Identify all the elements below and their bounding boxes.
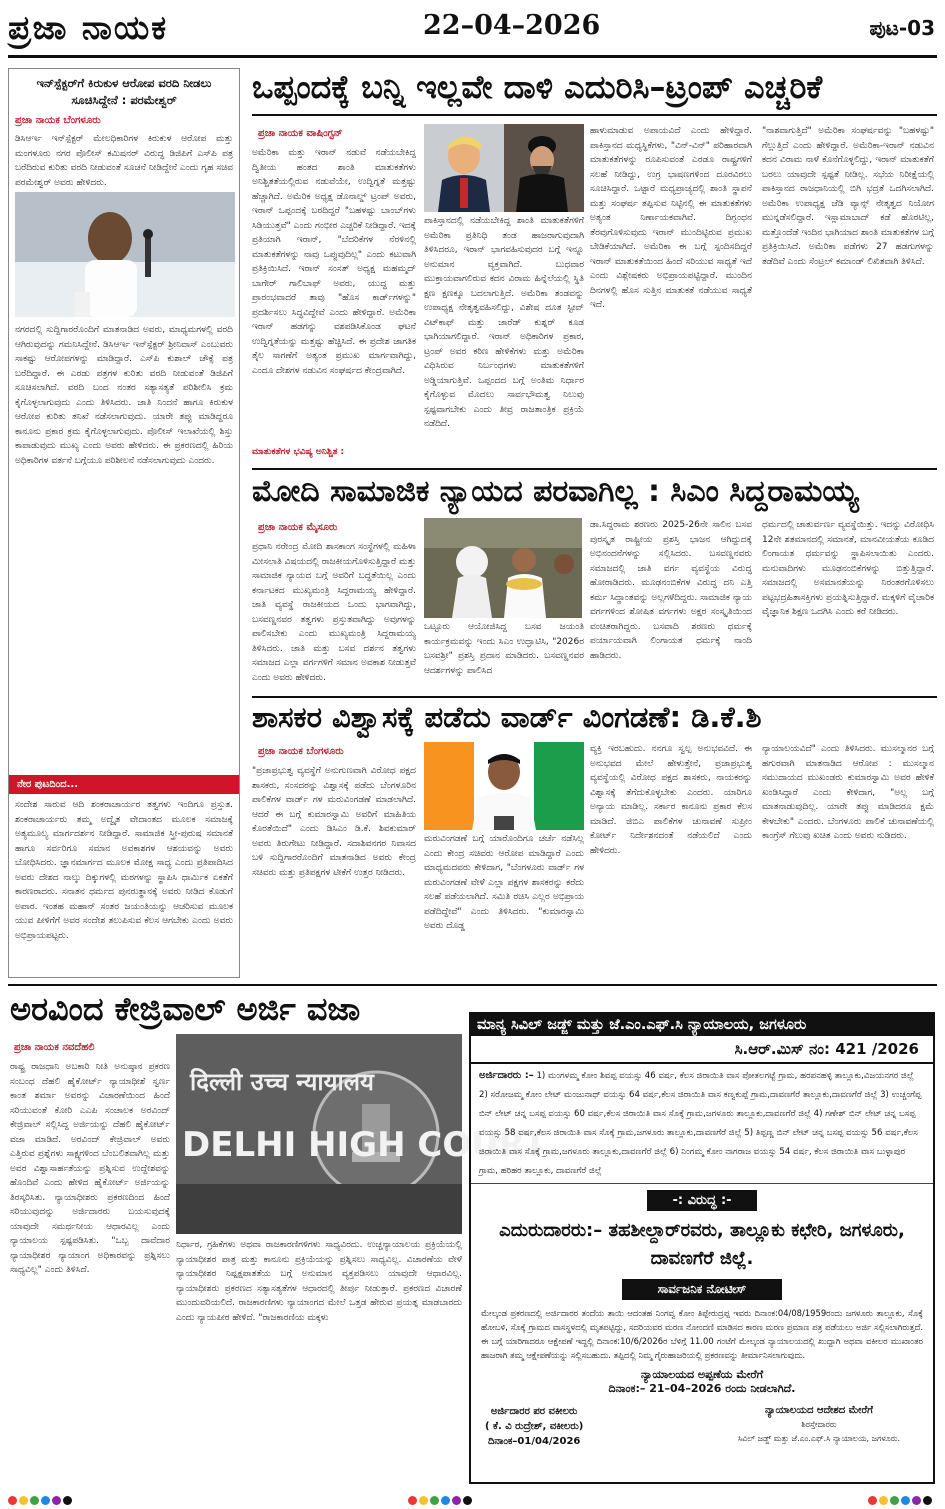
color-dot (901, 1496, 910, 1505)
dks-col4: ನ್ಯಾಯಾಲಯವಿದೆ" ಎಂದು ತಿಳಿಸಿದರು. ಮುಸಲ್ಮಾನರ ಬಗ್ಗೆ ಹಗುರವಾಗಿ ಮಾತನಾಡಿದ ಆರೋಪ : ಮುಸಲ್ಮಾನ ಸಮುದಾಯದ ಮುಖಂಡರು ಕುಮಾರಸ್ವಾಮಿ ಅವರ ಹೇಳಿಕೆ ಖಂಡಿಸಿದ್ದಾರೆ ಎಂದು ಕೇಳಿದಾಗ, "ಅಲ್ಲ ಬಗ್ಗೆ ಮಾತನಾಡುವುದಿಲ್ಲ. ಯಾರೇ ತಪ್ಪು ಮಾಡಿದರೂ ಕ್ಷಮೆ ಕೇಳಬೇಕು" ಎಂದರು. ಬೆಂಗಳೂರು ಪಾಲಿಕೆ ಚುನಾವಣೆಯಲ್ಲಿ ಕಾಂಗ್ರೆಸ್ ಗೆಲುವು ಖಚಿತ ಎಂದು ಅವರು ನುಡಿದರು. (762, 744, 934, 841)
dks-photo (424, 742, 584, 830)
by-order: ನ್ಯಾಯಾಲಯದ ಅಪ್ಪಣೆಯ ಮೇರೆಗೆ (640, 1368, 764, 1381)
color-dot (63, 1496, 72, 1505)
newspaper-name: ಪ್ರಜಾ ನಾಯಕ (8, 8, 169, 47)
trump-col2: ಪಾಕಿಸ್ತಾನದಲ್ಲಿ ನಡೆಯಬೇಕಿದ್ದ ಶಾಂತಿ ಮಾತುಕತೆಗಳಿಗೆ ಅಮೆರಿಕಾ ಪ್ರತಿನಿಧಿ ತಂಡ ಹಾಜರಾಗುವುದಾಗಿ ತಿಳಿಸಿದರೂ, ಇರಾನ್ ಭಾಗವಹಿಸುವುದರ ಬಗ್ಗೆ ಇನ್ನೂ ಅನುಮಾನ ವ್ಯಕ್ತವಾಗಿದೆ. ಬುಧವಾರ ಮುಕ್ತಾಯವಾಗಲಿರುವ ಕದನ ವಿರಾಮ ಹಿನ್ನೆಲೆಯಲ್ಲಿ ಸ್ಥಿತಿ ಕ್ಷಣ ಕ್ಷಣಕ್ಕೂ ಬದಲಾಗುತ್ತಿದೆ. ಅಮೆರಿಕಾ ತಂಡವನ್ನು ಉಪಾಧ್ಯಕ್ಷ ನೇತೃತ್ವವಹಿಸಲಿದ್ದು, ವಿಶೇಷ ದೂತ ಸ್ಟೀವ್ ವಿಟ್‌ಕಾಫ್ ಮತ್ತು ಜಾರೆಡ್ ಕುಶ್ನರ್ ಕೂಡ ಭಾಗಿಯಾಗಲಿದ್ದಾರೆ. ಇರಾನ್ ಅಧಿಕಾರಿಗಳ ಪ್ರಕಾರ, ಟ್ರಂಪ್ ಅವರ ಕಠಿಣ ಹೇಳಿಕೆಗಳು ಮತ್ತು ಅಮೆರಿಕಾ ವಿಧಿಸಿರುವ ನಿರ್ಬಂಧಗಳು ಮಾತುಕತೆಗಳಿಗೆ ಅಡ್ಡಿಯಾಗುತ್ತಿವೆ. ಒಪ್ಪಂದದ ಬಗ್ಗೆ ಅಂತಿಮ ನಿರ್ಧಾರ ಕೈಗೊಳ್ಳುವ ಮೊದಲು ಸಾರ್ವಭೌಮತ್ವ ನಿಲುವು ಸ್ಪಷ್ಟವಾಗಬೇಕು ಎಂದು ತೀವ್ರ ರಾಜತಾಂತ್ರಿಕ ಪ್ರಕ್ರಿಯೆ ನಡೆದಿದೆ. (424, 216, 584, 429)
color-dot (912, 1496, 921, 1505)
order-label: ನ್ಯಾಯಾಲಯದ ಆದೇಶದ ಮೇರೆಗೆ (765, 1405, 873, 1416)
sidebar-byline: ಪ್ರಜಾ ನಾಯಕ ಬೆಂಗಳೂರು (15, 115, 101, 126)
trump-illustration (424, 124, 584, 212)
color-dot (890, 1496, 899, 1505)
color-dot (52, 1496, 61, 1505)
modi-col3: ಧರ್ಮದಲ್ಲಿ ಚಾತುರ್ವರ್ಣ ವ್ಯವಸ್ಥೆಯಿತ್ತು. ಇದನ್ನು ವಿರೋಧಿಸಿ 12ನೇ ಶತಮಾನದಲ್ಲಿ ಸಮಾನತೆ, ಮಾನವೀಯತೆಯ ಕೂಡಿದ ಲಿಂಗಾಯತ ಧರ್ಮವನ್ನು ಸ್ಥಾಪಿಸಲಾಯಿತು ಎಂದರು. ಮನುವಾದಿಗಳು ಮೂಢನಂಬಿಕೆಗಳನ್ನು ಬಿತ್ತುತ್ತಿದ್ದಾರೆ. ಸಮಾಜದಲ್ಲಿ ಅಸಮಾನತೆಯನ್ನು ನಿರಂತರಗೊಳಿಸಲು ಪಟ್ಟಭದ್ರಹಿತಾಸಕ್ತಿಗಳು ಪ್ರಯತ್ನಿಸುತ್ತಿದ್ದಾರೆ. ಮಕ್ಕಳಿಗೆ ವೈಚಾರಿಕ ವೈಜ್ಞಾನಿಕ ಶಿಕ್ಷಣ ಒದಗಿಸಿ ಎಂದು ಕರೆ ನೀಡಿದರು. (762, 520, 934, 617)
sidebar-story (8, 68, 240, 978)
sidebar-headline: ಇನ್‌ಸ್ಪೆಕ್ಟರ್‌ಗೆ ಕಿರುಕುಳ ಆರೋಪ ವರದಿ ನೀಡಲು ಸೂಚಿಸಿದ್ದೇನೆ : ಪರಮೇಶ್ವರ್ (36, 76, 212, 107)
advocate-label: ಅರ್ಜಿದಾರರ ಪರ ವಕೀಲರು (490, 1406, 578, 1417)
notice-date: ದಿನಾಂಕ:– 21–04–2026 ರಂದು ನೀಡಲಾಗಿದೆ. (608, 1382, 796, 1395)
versus-label: -: ವಿರುದ್ಧ :- (647, 1190, 757, 1211)
respondent: ಎದುರುದಾರರು:– ತಹಶೀಲ್ದಾರ್‌ರವರು, ತಾಲ್ಲೂಕು ಕಛೇರಿ, ಜಗಳೂರು, ದಾವಣಗೆರೆ ಜಿಲ್ಲೆ. (499, 1220, 905, 1269)
dks-illustration (424, 742, 584, 830)
advocate-date: ದಿನಾಂಕ–01/04/2026 (487, 1436, 581, 1447)
continued-tab: ನೇರ ಪುಟದಿಂದ... (9, 775, 239, 794)
notice-text: ಮೇಲ್ಕಂಡ ಪ್ರಕರಣದಲ್ಲಿ ಅರ್ಜಿದಾರರ ತಂದೆಯ ತಾಯಿ ಆದಂತಹ ನಿಂಗವ್ವ ಕೋಂ ತಿಪ್ಪೇರುದ್ರಪ್ಪ ಇವರು ದಿನಾಂಕ:04/08/1959ರಂದು ಜಗಳೂರು ತಾಲ್ಲೂಕು, ಸೊಕ್ಕೆ ಹೋಬಳಿ, ಸೊಕ್ಕೆ ಗ್ರಾಮದ ವಾಸಸ್ಥಳದಲ್ಲಿ ಮೃತಪಟ್ಟಿದ್ದು, ಸದರಿಯವರ ಮರಣ ನೋಂದಣಿ ಮಾಡಿಸದ ಕಾರಣ ಮರಣ ಪ್ರಮಾಣ ಪತ್ರ ಪಡೆಯಲು ಅರ್ಜಿ ಸಲ್ಲಿಸಲಾಗಿರುತ್ತದೆ. ಈ ಬಗ್ಗೆ ಯಾರಿಗಾದರೂ ಆಕ್ಷೇಪಣೆ ಇದ್ದಲ್ಲಿ ದಿನಾಂಕ:10/6/2026ರ ಬೆಳಿಗ್ಗೆ 11.00 ಗಂಟೆಗೆ ಮೇಲ್ಕಂಡ ನ್ಯಾಯಾಲಯದಲ್ಲಿ ಖುದ್ದಾಗಿ ಅಥವಾ ವಕೀಲರ ಮುಖಾಂತರ ಹಾಜರಾಗಿ ತಮ್ಮ ಆಕ್ಷೇಪಣೆಯನ್ನು ಸಲ್ಲಿಸಬಹುದು. ತಪ್ಪಿದಲ್ಲಿ ನಿಮ್ಮ ಗೈರುಹಾಜರಿಯಲ್ಲಿ ಪ್ರಕರಣವನ್ನು ತೀರ್ಮಾನಿಸಲಾಗುವುದು. (481, 1308, 923, 1360)
color-dot (441, 1496, 450, 1505)
trump-col4: "ನಾಶವಾಗುತ್ತಿದೆ" ಅಮೆರಿಕಾ ಸಂಘರ್ಷವನ್ನು "ಬಹಳಷ್ಟು" ಗೆಲ್ಲುತ್ತಿದೆ ಎಂದು ಹೇಳಿದ್ದಾರೆ. ಅಮೆರಿಕಾ-ಇರಾನ್ ನಡುವಿನ ಕದನ ವಿರಾಮ ನಾಳೆ ಕೊನೆಗೊಳ್ಳಲಿದ್ದು, ಇರಾನ್ ಮಾತುಕತೆಗೆ ಬರಲು ಯಾವುದೇ ಸ್ಪಷ್ಟತೆ ನೀಡಿಲ್ಲ. ಸಭೆಯ ನಿರೀಕ್ಷೆಯಲ್ಲಿ ಪಾಕಿಸ್ತಾನದ ರಾಜಧಾನಿಯಲ್ಲಿ ಬಿಗಿ ಭದ್ರತೆ ಒದಗಿಸಲಾಗಿದೆ. ಅಮೆರಿಕಾ ಉಪಾಧ್ಯಕ್ಷ ಜೆಡಿ ವ್ಯಾನ್ಸ್ ನೇತೃತ್ವದ ನಿಯೋಗ ಮುನ್ನಡೆಸಲಿದ್ದಾರೆ. ಇಸ್ಲಾಮಾಬಾದ್ ಕಡೆ ಹೊರಟಿಲ್ಲ, ಮತ್ತೊಂದೆಡೆ ಇಂದಿನ ಭಾಗಿಯಾದ ಶಾಂತಿ ಮಾತುಕತೆಗಳ ಬಗ್ಗೆ ಪ್ರತಿಕ್ರಿಯಿಸಿದೆ. ಅಮೆರಿಕಾ ಪಡೆಗಳು 27 ಹಡಗುಗಳನ್ನು ತಡೆದಿವೆ ಎಂದು ಸೆಂಟ್ರಲ್ ಕಮಾಂಡ್ ಲಿಖಿತವಾಗಿ ತಿಳಿಸಿದೆ. (762, 126, 934, 267)
dks-byline: ಪ್ರಜಾ ನಾಯಕ ಬೆಂಗಳೂರು (258, 746, 344, 757)
footer-color-dots (8, 1490, 937, 1500)
trump-byline: ಪ್ರಜಾ ನಾಯಕ ವಾಷಿಂಗ್ಟನ್ (258, 128, 343, 139)
kejriwal-byline: ಪ್ರಜಾ ನಾಯಕ ನವದೆಹಲಿ (14, 1042, 95, 1053)
color-dot (923, 1496, 932, 1505)
color-dot (452, 1496, 461, 1505)
advocate-name: ( ಕೆ. ವಿ ರುದ್ರೇಶ್, ವಕೀಲರು) (485, 1421, 584, 1432)
trump-col1: ಅಮೆರಿಕಾ ಮತ್ತು ಇರಾನ್ ನಡುವೆ ನಡೆಯಬೇಕಿದ್ದ ದ್ವಿತೀಯ ಹಂತದ ಶಾಂತಿ ಮಾತುಕತೆಗಳು ಅನಿಶ್ಚಿತತೆಯಲ್ಲಿರುವ ನಡುವೆಯೇ, ಉದ್ವಿಗ್ನತೆ ಮತ್ತಷ್ಟು ಹೆಚ್ಚಾಗಿದೆ. ಅಮೆರಿಕ ಅಧ್ಯಕ್ಷ ಡೊನಾಲ್ಡ್ ಟ್ರಂಪ್ ಅವರು, ಇರಾನ್ ಒಪ್ಪಂದಕ್ಕೆ ಬರದಿದ್ದರೆ "ಬಹಳಷ್ಟು ಬಾಂಬ್‌ಗಳು ಸಿಡಿಯುತ್ತವೆ" ಎಂದು ಗಂಭೀರ ಎಚ್ಚರಿಕೆ ನೀಡಿದ್ದಾರೆ. ಇದಕ್ಕೆ ಪ್ರತಿಯಾಗಿ ಇರಾನ್, "ಬೆದರಿಕೆಗಳ ನೆರಳಿನಲ್ಲಿ ಮಾತುಕತೆಗಳನ್ನು ನಾವು ಒಪ್ಪುವುದಿಲ್ಲ" ಎಂದು ಕಟುವಾಗಿ ಪ್ರತಿಕ್ರಿಯಿಸಿದೆ. ಇರಾನ್ ಸಂಸತ್ ಅಧ್ಯಕ್ಷ ಮಹಮ್ಮದ್ ಬಾಗೇರ್ ಗಾಲಿಬಾಫ್ ಅವರು, ಯುದ್ಧ ಮತ್ತು ಪ್ರಾರಂಭವಾದರೆ ತಾವು "ಹೊಸ ಕಾರ್ಡ್‌ಗಳನ್ನು" ಪ್ರದರ್ಶಿಸಲು ಸಿದ್ಧವಿದ್ದೇವೆ ಎಂದು ಹೇಳಿದ್ದಾರೆ. ಅಮೆರಿಕಾ ಇರಾನ್ ಹಡಗನ್ನು ವಶಪಡಿಸಿಕೊಂಡ ಘಟನೆ ಉದ್ವಿಗ್ನತೆಯನ್ನು ಮತ್ತಷ್ಟು ಹೆಚ್ಚಿಸಿದೆ. ಈ ಪ್ರದೇಶ ಜಾಗತಿಕ ತೈಲ ಸಾಗಣೆಗೆ ಅತ್ಯಂತ ಪ್ರಮುಖ ಮಾರ್ಗವಾಗಿದ್ದು, ಎಂದೂ ದೇಶಗಳ ನಡುವಿನ ಸಂಘರ್ಷದ ಕೇಂದ್ರವಾಗಿದೆ. (252, 148, 416, 376)
sidebar-continued: ಸಂದೇಶ ಸಾರುವ ಆದಿ ಶಂಕರಾಚಾರ್ಯರ ತತ್ವಗಳು ಇಂದಿಗೂ ಪ್ರಸ್ತುತ. ಶಂಕರಾಚಾರ್ಯರು ತಮ್ಮ ಅದ್ವೈತ ವೇದಾಂತದ ಮೂಲಕ ಸಮಾಜಕ್ಕೆ ಅತ್ಯಮೂಲ್ಯ ಮಾರ್ಗದರ್ಶನ ನೀಡಿದ್ದಾರೆ. ಸಾಮಾಜಿಕ ಸ್ತ್ರೀ-ಪುರುಷ ಸಮಾನತೆ ಹಾಗೂ ಸರ್ವರಿಗೂ ಸಮಾನ ಅವಕಾಶಗಳ ಆಶಯವನ್ನು ಅವರು ಬೋಧಿಸಿದರು. ಜ್ಞಾನಮಾರ್ಗದ ಮೂಲಕ ಮೋಕ್ಷ ಸಾಧ್ಯ ಎಂದು ಪ್ರತಿಪಾದಿಸಿದ ಅವರು ದೇಶದ ನಾಲ್ಕು ದಿಕ್ಕುಗಳಲ್ಲಿ ಮಠಗಳನ್ನು ಸ್ಥಾಪಿಸಿ ಧಾರ್ಮಿಕ ಏಕತೆಗೆ ಕಾರಣರಾದರು. ಸನಾತನ ಧರ್ಮದ ಪುನರುತ್ಥಾನಕ್ಕೆ ಅವರು ನೀಡಿದ ಕೊಡುಗೆ ಅಪಾರ. ಇಂತಹ ಮಹಾನ್ ಸಂತರ ಜಯಂತಿಯನ್ನು ಆಚರಿಸುವ ಮೂಲಕ ಯುವ ಪೀಳಿಗೆಗೆ ಅವರ ಸಂದೇಶ ತಲುಪಿಸುವ ಕೆಲಸ ಆಗಬೇಕು ಎಂದು ಅವರು ಅಭಿಪ್ರಾಯಪಟ್ಟರು. (15, 800, 233, 941)
color-dot (463, 1496, 472, 1505)
dks-col2: ಮರುವಿಂಗಡಣೆ ಬಗ್ಗೆ ಯಾರೊಂದಿಗೂ ಚರ್ಚೆ ನಡೆಸಿಲ್ಲ ಎಂದು ಕೇಂದ್ರ ಸಚಿವರು ಆರೋಪ ಮಾಡಿದ್ದಾರೆ ಎಂದು ಮಾಧ್ಯಮದವರು ಕೇಳಿದಾಗ, "ಬೆಂಗಳೂರು ವಾರ್ಡ್ ಗಳ ಮರುವಿಂಗಡಣೆ ವೇಳೆ ಎಲ್ಲಾ ಪಕ್ಷಗಳ ಶಾಸಕರನ್ನು ಕರೆದು ಸಲಹೆ ಪಡೆಯಲಾಗಿದೆ. ಸಮಿತಿ ರಚಿಸಿ ಎಲ್ಲರ ಅಭಿಪ್ರಾಯ ಪಡೆದಿದ್ದೇವೆ" ಎಂದು ತಿಳಿಸಿದರು. "ಕುಮಾರಸ್ವಾಮಿ ಅವರು ದೊಡ್ಡ (424, 834, 584, 931)
court-english-text: DELHI HIGH COURT (182, 1125, 547, 1165)
page-number: ಪುಟ-03 (869, 16, 935, 40)
dks-col1: "ಪ್ರಜಾಪ್ರಭುತ್ವ ವ್ಯವಸ್ಥೆಗೆ ಅನುಗುಣವಾಗಿ ವಿರೋಧ ಪಕ್ಷದ ಶಾಸಕರು, ಸಂಸದರನ್ನು ವಿಶ್ವಾಸಕ್ಕೆ ಪಡೆದು ಬೆಂಗಳೂರಿನ ಪಾಲಿಕೆಗಳ ವಾರ್ಡ್ ಗಳ ಮರುವಿಂಗಡಣೆ ಮಾಡಲಾಗಿದೆ. ಆದರೆ ಈ ಬಗ್ಗೆ ಕುಮಾರಸ್ವಾಮಿ ಅವರಿಗೆ ಮಾಹಿತಿಯ ಕೊರತೆಯಿದೆ" ಎಂದು ಡಿಸಿಎಂ ಡಿ.ಕೆ. ಶಿವಕುಮಾರ್ ಅವರು ತಿರುಗೇಟು ನೀಡಿದ್ದಾರೆ. ಸದಾಶಿವನಗರ ನಿವಾಸದ ಬಳಿ ಸುದ್ದಿಗಾರರೊಂದಿಗೆ ಮಾತನಾಡಿದ ಅವರು ಕೇಂದ್ರ ಸಚಿವರು ಮತ್ತು ಪ್ರತಿಪಕ್ಷಗಳ ಟೀಕೆಗೆ ಉತ್ತರ ನೀಡಿದರು. (252, 766, 416, 878)
public-notice-label: ಸಾರ್ವಜನಿಕ ನೋಟೀಸ್ (622, 1279, 782, 1300)
color-dot (868, 1496, 877, 1505)
color-dot (879, 1496, 888, 1505)
dks-col3: ವ್ಯಕ್ತಿ ಇರಬಹುದು. ನನಗೂ ಸ್ವಲ್ಪ ಅನುಭವವಿದೆ. ಈ ಅನುಭವದ ಮೇಲೆ ಹೇಳುತ್ತೇನೆ, ಪ್ರಜಾಪ್ರಭುತ್ವ ವ್ಯವಸ್ಥೆಯಲ್ಲಿ ವಿರೋಧ ಪಕ್ಷದ ಶಾಸಕರು, ನಾಯಕರನ್ನು ವಿಶ್ವಾಸಕ್ಕೆ ತೆಗೆದುಕೊಳ್ಳಬೇಕು ಎಂದರು. ಯಾರಿಗೂ ಅನ್ಯಾಯ ಮಾಡಿಲ್ಲ. ಸರ್ಕಾರ ಕಾನೂನು ಪ್ರಕಾರ ಕೆಲಸ ಮಾಡಿದೆ. ಜಿಬಿಎ ಪಾಲಿಕೆಗಳ ಚುನಾವಣೆ ಸುಪ್ರೀಂ ಕೋರ್ಟ್ ನಿರ್ದೇಶನದಂತೆ ನಡೆಯಲಿದೆ ಎಂದು ಹೇಳಿದರು. (590, 744, 752, 856)
color-dot (41, 1496, 50, 1505)
event-illustration (424, 518, 582, 618)
modi-col2: ಡಾ.ಸಿದ್ದರಾಮ ಶರಣರು 2025-26ನೇ ಸಾಲಿನ ಬಸವ ಪುರಸ್ಕೃತ ರಾಷ್ಟ್ರೀಯ ಪ್ರಶಸ್ತಿ ಭಾಜನ ಆಗಿದ್ದುದಕ್ಕೆ ಅಭಿನಂದನೆಗಳನ್ನು ಸಲ್ಲಿಸಿದರು. ಬಸವಣ್ಣನವರು ಸಮಾಜದಲ್ಲಿ ಜಾತಿ ವರ್ಗ ವ್ಯವಸ್ಥೆಯ ವಿರುದ್ಧ ಹೋರಾಡಿದರು. ಮೂಢನಂಬಿಕೆಗಳ ವಿರುದ್ಧ ದನಿ ಎತ್ತಿ ಕರ್ಮ ಸಿದ್ಧಾಂತವನ್ನು ಅಲ್ಲಗಳೆದಿದ್ದರು. ಸಾಮಾಜಿಕ ನ್ಯಾಯ ವರ್ಗಗಳಿಂದ ಶೋಷಿತ ವರ್ಗಗಳು ಅಕ್ಷರ ಸಂಸ್ಕೃತಿಯಿಂದ ವಂಚಿತರಾಗಿದ್ದರು. ಬಸವಾದಿ ಶರಣರು ಧರ್ಮಕ್ಕೆ ಪರ್ಯಾಯವಾಗಿ ಲಿಂಗಾಯತ ಧರ್ಮಕ್ಕೆ ನಾಂದಿ ಹಾಡಿದರು. (590, 520, 752, 661)
trump-photo (424, 124, 584, 212)
court-hindi-text: दिल्ली उच्च न्यायालय (190, 1068, 374, 1096)
modi-caption: ಒಟ್ಟೂರು ಆಯೋಜಿಸಿದ್ದ ಬಸವ ಜಯಂತಿ ಕಾರ್ಯಕ್ರಮವನ್ನು ಇಂದು ಸಿಎಂ ಉದ್ಘಾಟಿಸಿ, "2026ರ ಬಸವಶ್ರೀ" ಪ್ರಶಸ್ತಿ ಪ್ರದಾನ ಮಾಡಿದರು. ಬಸವಣ್ಣನವರ ಆದರ್ಶಗಳನ್ನು ಪಾಲಿಸಿದ (424, 622, 584, 676)
color-dot (8, 1496, 17, 1505)
color-dot (30, 1496, 39, 1505)
issue-date: 22–04–2026 (423, 10, 601, 41)
minister-illustration (15, 192, 235, 317)
plaintiff-list: 1) ಮಂಗಳಮ್ಮ ಕೋಂ ಶಿವಪ್ಪ ವಯಸ್ಸು 46 ವರ್ಷ, ಕೆಲಸ ಜಿರಾಯಿತಿ ವಾಸ ಪೋತಲಗಟ್ಟೆ ಗ್ರಾಮ, ಹರಪನಹಳ್ಳಿ ತಾಲ್ಲೂಕು,ವಿಜಯನಗರ ಜಿಲ್ಲೆ 2) ಸರೋಜಮ್ಮ ಕೋಂ ಲೇಟ್ ಮಂಜುನಾಥ್ ವಯಸ್ಸು 64 ವರ್ಷ,ಕೆಲಸ ಜಿರಾಯಿತಿ ವಾಸ ಕಣ್ವಕುಪ್ಪೆ ಗ್ರಾಮ,ದಾವಣಗೆರೆ ತಾಲ್ಲೂಕು,ದಾವಣಗೆರೆ ಜಿಲ್ಲೆ 3) ಉಚ್ಚಂಗೆಪ್ಪ ಬಿನ್ ಲೇಟ್ ಚನ್ನ ಬಸಪ್ಪ ವಯಸ್ಸು 60 ವರ್ಷ,ಕೆಲಸ ಜಿರಾಯಿತಿ ವಾಸ ಸೊಕ್ಕೆ ಗ್ರಾಮ,ಜಗಳೂರು ತಾಲ್ಲೂಕು,ದಾವಣಗೆರೆ ಜಿಲ್ಲೆ 4) ಗಣೇಶ್ ಬಿನ್ ಲೇಟ್ ಚನ್ನ ಬಸಪ್ಪ ವಯಸ್ಸು 58 ವರ್ಷ,ಕೆಲಸ ಜಿರಾಯಿತಿ ವಾಸ ಸೊಕ್ಕೆ ಗ್ರಾಮ,ಜಗಳೂರು ತಾಲ್ಲೂಕು,ದಾವಣಗೆರೆ ಜಿಲ್ಲೆ 5) ತಿಪ್ಪಣ್ಣ ಬಿನ್ ಲೇಟ್ ಚನ್ನ ಬಸಪ್ಪ ವಯಸ್ಸು 56 ವರ್ಷ,ಕೆಲಸ ಜಿರಾಯಿತಿ ವಾಸ ಸೊಕ್ಕೆ ಗ್ರಾಮ,ಜಗಳೂರು ತಾಲ್ಲೂಕು,ದಾವಣಗೆರೆ ಜಿಲ್ಲೆ 6) ನಿಂಗಮ್ಮ ಕೋಂ ನಾಗರಾಜ ವಯಸ್ಸು 54 ವರ್ಷ, ಕೆಲಸ ಜಿರಾಯಿತಿ ವಾಸ ಬುಳ್ಳಾಪುರ ಗ್ರಾಮ, ಹರಿಹರ ತಾಲ್ಲೂಕು, ದಾವಣಗೆರೆ ಜಿಲ್ಲೆ (479, 1071, 922, 1176)
kejriwal-col1: ರಾಷ್ಟ್ರ ರಾಜಧಾನಿ ಅಬಕಾರಿ ನೀತಿ ಅನುಷ್ಠಾನ ಪ್ರಕರಣ ಸಂಬಂಧ ದೆಹಲಿ ಹೈಕೋರ್ಟ್ ನ್ಯಾಯಾಧೀಶೆ ಸ್ವರ್ಣ ಕಾಂತ ಶರ್ಮಾ ಅವರನ್ನು ವಿಚಾರಣೆಯಿಂದ ಹಿಂದೆ ಸರಿಯುವಂತೆ ಕೋರಿ ಎಎಪಿ ಸಂಚಾಲಕ ಅರವಿಂದ್ ಕೇಜ್ರಿವಾಲ್ ಸಲ್ಲಿಸಿದ್ದ ಅರ್ಜಿಯನ್ನು ದೆಹಲಿ ಹೈಕೋರ್ಟ್ ವಜಾ ಮಾಡಿದೆ. ಅರವಿಂದ್ ಕೇಜ್ರಿವಾಲ್ ಅವರು ಎತ್ತಿರುವ ಪ್ರಶ್ನೆಗಳು ಸಾಕ್ಷ್ಯಗಳಿಂದ ಬೆಂಬಲಿತವಾಗಿಲ್ಲ ಮತ್ತು ಅವರ ವಿಶ್ವಾಸಾರ್ಹತೆಯನ್ನು ಪ್ರಶ್ನಿಸುವ ಉದ್ದೇಶವನ್ನು ಹೊಂದಿವೆ ಎಂದು ಹೇಳಿದ ಹೈಕೋರ್ಟ್ ಅರ್ಜಿಯನ್ನು ತಿರಸ್ಕರಿಸಿತು. ನ್ಯಾಯಾಧೀಶರು ಪ್ರಕರಣದಿಂದ ಹಿಂದೆ ಸರಿಯುವುದನ್ನು ಅರ್ಜಿದಾರರು ಬಯಸುವುದಕ್ಕೆ ಯಾವುದೇ ಸಮರ್ಥನೀಯ ಆಧಾರವಿಲ್ಲ ಎಂದು ನ್ಯಾಯಾಲಯ ಸ್ಪಷ್ಟಪಡಿಸಿತು. "ಒಬ್ಬ ದಾವೆದಾರ ನ್ಯಾಯಾಧೀಶರ ನ್ಯಾಯಾಂಗ ಅಧಿಕಾರವನ್ನು ಪ್ರಶ್ನಿಸಲು ಸಾಧ್ಯವಿಲ್ಲ" ಎಂದು ತಿಳಿಸಿದೆ. (10, 1062, 170, 1275)
kejriwal-col2: ನಿರ್ಧಾರ, ಗ್ರಹಿಕೆಗಳು ಅಥವಾ ರಾಜಕಾರಣಿಗಳಿಗಳು ಸಾಧ್ಯವಿರದು. ಉಚ್ಚನ್ಯಾಯಾಲಯ ಪ್ರಕ್ರಿಯೆಯಲ್ಲಿ ನ್ಯಾಯಾಧೀಶರ ಪಾತ್ರ ಮತ್ತು ಕಾನೂನು ಪ್ರಕ್ರಿಯೆಯನ್ನು ಪ್ರಶ್ನಿಸಲು ಸಾಧ್ಯವಿಲ್ಲ. ವಿಚಾರಣೆಯ ವೇಳೆ ನ್ಯಾಯಾಧೀಶರ ನಿಷ್ಪಕ್ಷಪಾತತೆಯ ಬಗ್ಗೆ ಅನುಮಾನ ವ್ಯಕ್ತಪಡಿಸಲು ಯಾವುದೇ ಆಧಾರವಿಲ್ಲ. ನ್ಯಾಯಾಧೀಶರು ಪ್ರಕರಣದ ಸತ್ಯಾಸತ್ಯತೆಗಳ ಆಧಾರದಲ್ಲಿ ತೀರ್ಪು ನೀಡುತ್ತಾರೆ. ಪ್ರಕರಣದ ವಿಚಾರಣೆ ಮುಂದುವರಿಯಲಿದೆ. ರಾಜಕಾರಣಿಗಳು ನ್ಯಾಯಾಂಗದ ಮೇಲೆ ಒತ್ತಡ ಹೇರುವ ಪ್ರಯತ್ನ ಮಾಡಬಾರದು ಎಂದು ನ್ಯಾಯಪೀಠ ಹೇಳಿದೆ. "ರಾಜಕಾರಣಿಯ ಮಕ್ಕಳು (176, 1240, 462, 1323)
kejriwal-headline: ಅರವಿಂದ ಕೇಜ್ರಿವಾಲ್ ಅರ್ಜಿ ವಜಾ (10, 990, 361, 1028)
modi-byline: ಪ್ರಜಾ ನಾಯಕ ಮೈಸೂರು (258, 522, 338, 533)
sidebar-lead: ಡಿಸಿಆರ್ಇ ಇನ್‌ಸ್ಪೆಕ್ಟರ್ ಮೇಲಧಿಕಾರಿಗಳ ಕಿರುಕುಳ ಆರೋಪ ಮತ್ತು ಮಂಗಳೂರು ನಗರ ಪೊಲೀಸ್ ಕಮಿಷನರ್ ವಿರುದ್ಧ ಡಿಜಿಪಿಗೆ ಎಸ್‌ಪಿ ಪತ್ರ ಬರೆದಿರುವ ಕುರಿತು ವರದಿ ನೀಡುವಂತೆ ಸೂಚನೆ ನೀಡಿದ್ದೇನೆ ಎಂದು ಗೃಹ ಸಚಿವ ಪರಮೇಶ್ವರ್ ಅವರು ಹೇಳಿದರು. (15, 134, 233, 188)
court-notice (469, 1012, 935, 1484)
rule (8, 984, 937, 986)
plaintiff-label: ಅರ್ಜಿದಾರರು :– (479, 1070, 534, 1081)
rule (252, 468, 937, 470)
color-dot (430, 1496, 439, 1505)
rule (252, 114, 937, 116)
court-title: ಮಾನ್ಯ ಸಿವಿಲ್ ಜಡ್ಜ್ ಮತ್ತು ಜೆ.ಎಂ.ಎಫ್.ಸಿ ನ್ಯಾಯಾಲಯ, ಜಗಳೂರು (471, 1014, 933, 1036)
color-dot (408, 1496, 417, 1505)
color-dot (19, 1496, 28, 1505)
trump-col3: ಹಾಳುಮಾಡುವ ಅಪಾಯವಿದೆ ಎಂದು ಹೇಳಿದ್ದಾರೆ. ಪಾಕಿಸ್ತಾನದ ಮಧ್ಯಸ್ಥಿಕೆಗಳು, "ವಿನ್-ವಿನ್" ಪರಿಹಾರವಾಗಿ ಮಾತುಕತೆಗಳನ್ನು ರೂಪಿಸುವಂತೆ ಎರಡೂ ರಾಷ್ಟ್ರಗಳಿಗೆ ಸಲಹೆ ನೀಡಿದ್ದು, ಉಗ್ರ ಭಾಷಣಗಳಿಂದ ದೂರವಿರಲು ಸೂಚಿಸಿದ್ದಾರೆ. ಒಟ್ಟಾರೆ ಮಧ್ಯಪ್ರಾಚ್ಯದಲ್ಲಿ ಶಾಂತಿ ಸ್ಥಾಪನೆ ಮತ್ತು ಸಂಘರ್ಷ ತಪ್ಪಿಸುವ ನಿಟ್ಟಿನಲ್ಲಿ ಈ ಮಾತುಕತೆಗಳು ಅತ್ಯಂತ ನಿರ್ಣಾಯಕವಾಗಿವೆ. ದಿಗ್ಬಂಧನ ತೆರವುಗೊಳಿಸುವುದು ಇರಾನ್ ಮುಂದಿಟ್ಟಿರುವ ಪ್ರಮುಖ ಬೇಡಿಕೆಯಾಗಿದೆ. ಅಮೆರಿಕಾ ಈ ಬಗ್ಗೆ ಸ್ಪಂದಿಸದಿದ್ದರೆ ಇರಾನ್ ಮಾತುಕತೆಯಿಂದ ಹಿಂದೆ ಸರಿಯುವ ಸಾಧ್ಯತೆ ಇದೆ ಎಂದು ವಿಶ್ಲೇಷಕರು ಅಭಿಪ್ರಾಯಪಟ್ಟಿದ್ದಾರೆ. ಮುಂದಿನ ದಿನಗಳಲ್ಲಿ ಹೊಸ ಸುತ್ತಿನ ಮಾತುಕತೆ ನಡೆಯುವ ಸಾಧ್ಯತೆ ಇದೆ. (590, 126, 752, 310)
cm-event-photo (424, 518, 582, 618)
plaintiffs (471, 1064, 933, 1184)
color-dot (419, 1496, 428, 1505)
modi-col1: ಪ್ರಧಾನಿ ನರೇಂದ್ರ ಮೋದಿ ಶಾಸಕಾಂಗ ಸಂಸ್ಥೆಗಳಲ್ಲಿ ಮಹಿಳಾ ಮೀಸಲಾತಿ ವಿಷಯದಲ್ಲಿ ರಾಜಕೀಯಗೊಳಿಸುತ್ತಿದ್ದಾರೆ ಮತ್ತು ಸಾಮಾಜಿಕ ನ್ಯಾಯದ ಬಗ್ಗೆ ಅವರಿಗೆ ಬದ್ಧತೆಯಿಲ್ಲ ಎಂದು ಕರ್ನಾಟಕದ ಮುಖ್ಯಮಂತ್ರಿ ಸಿದ್ದರಾಮಯ್ಯ ಹೇಳಿದ್ದಾರೆ. ಜಾತಿ ವ್ಯವಸ್ಥೆ ರಾಜಕೀಯದ ಒಂದು ಭಾಗವಾಗಿದ್ದು, ಬಸವಣ್ಣನವರ ತತ್ವಗಳು ಪ್ರಸ್ತುತವಾಗಿದ್ದು ಅವುಗಳನ್ನು ಪಾಲಿಸಬೇಕು ಎಂದು ಮುಖ್ಯಮಂತ್ರಿ ಸಿದ್ದರಾಮಯ್ಯ ತಿಳಿಸಿದರು. ಜಾತಿ ಮತ್ತು ಬಸವ ದರ್ಶನ ತತ್ವಗಳು ಸಮಾಜದ ಎಲ್ಲಾ ವರ್ಗಗಳಿಗೆ ಸಮಾನ ಅವಕಾಶ ನೀಡುತ್ತವೆ ಎಂದು ಅವರು ಹೇಳಿದರು. (252, 542, 416, 683)
order-sub: ಶಿರಸ್ತೇದಾರರು (801, 1420, 837, 1429)
dks-headline: ಶಾಸಕರ ವಿಶ್ವಾಸಕ್ಕೆ ಪಡೆದು ವಾರ್ಡ್ ವಿಂಗಡಣೆ: ಡಿ.ಕೆ.ಶಿ (252, 700, 762, 734)
order-sign: ಸಿವಿಲ್ ಜಡ್ಜ್ ಮತ್ತು ಜೆ.ಎಂ.ಎಫ್.ಸಿ ನ್ಯಾಯಾಲಯ, ಜಗಳೂರು. (737, 1434, 901, 1443)
masthead (8, 6, 937, 58)
rule (252, 696, 937, 698)
modi-headline: ಮೋದಿ ಸಾಮಾಜಿಕ ನ್ಯಾಯದ ಪರವಾಗಿಲ್ಲ : ಸಿಎಂ ಸಿದ್ದರಾಮಯ್ಯ (252, 474, 859, 509)
sidebar-body: ನಗರದಲ್ಲಿ ಸುದ್ದಿಗಾರರೊಂದಿಗೆ ಮಾತನಾಡಿದ ಅವರು, ಮಾಧ್ಯಮಗಳಲ್ಲಿ ವರದಿ ಆಗಿರುವುದನ್ನು ಗಮನಿಸಿದ್ದೇನೆ. ಡಿಸಿಆರ್ಇ ಇನ್‌ಸ್ಪೆಕ್ಟರ್ ಶ್ರೀನಿವಾಸ್ ಎಂಬುವರು ಸಾಕಷ್ಟು ಆರೋಪಗಳನ್ನು ಮಾಡಿದ್ದಾರೆ. ಎಸ್‌ಪಿ ಕುಶಾಲ್ ಚೌಕ್ಸೆ ಪತ್ರ ಬರೆದಿದ್ದಾರೆ. ಈ ಎರಡು ಪತ್ರಗಳ ಕುರಿತು ವರದಿ ನೀಡುವಂತೆ ಡಿಜಿಪಿಗೆ ಸೂಚಿಸಲಾಗಿದೆ. ವರದಿ ಬಂದ ನಂತರ ಸತ್ಯಾಸತ್ಯತೆ ಪರಿಶೀಲಿಸಿ ಕ್ರಮ ಕೈಗೊಳ್ಳಲಾಗುವುದು ಎಂದು ತಿಳಿಸಿದರು. ಜಾತಿ ನಿಂದನೆ ಹಾಗೂ ಕಿರುಕುಳ ಆರೋಪ ಕುರಿತು ತನಿಖೆ ನಡೆಸಲಾಗುವುದು. ಯಾರೇ ತಪ್ಪು ಮಾಡಿದ್ದರೂ ಕಾನೂನು ಪ್ರಕಾರ ಕ್ರಮ ಕೈಗೊಳ್ಳಲಾಗುವುದು. ಪೊಲೀಸ್ ಇಲಾಖೆಯಲ್ಲಿ ಶಿಸ್ತು ಕಾಪಾಡುವುದು ಮುಖ್ಯ ಎಂದು ಅವರು ಹೇಳಿದರು. ಈ ಪ್ರಕರಣದಲ್ಲಿ ಹಿರಿಯ ಅಧಿಕಾರಿಗಳ ವರ್ತನೆ ಬಗ್ಗೆಯೂ ಪರಿಶೀಲನೆ ನಡೆಸಲಾಗುವುದು ಎಂದರು. (15, 325, 233, 466)
trump-headline: ಒಪ್ಪಂದಕ್ಕೆ ಬನ್ನಿ ಇಲ್ಲವೇ ದಾಳಿ ಎದುರಿಸಿ–ಟ್ರಂಪ್ ಎಚ್ಚರಿಕೆ (252, 68, 823, 106)
trump-subhead: ಮಾತುಕತೆಗಳ ಭವಿಷ್ಯ ಅನಿಶ್ಚಿತ : (252, 447, 345, 457)
minister-photo (15, 192, 233, 317)
case-number: ಸಿ.ಆರ್.ಮಿಸ್ ನಂ: 421 /2026 (471, 1036, 933, 1064)
